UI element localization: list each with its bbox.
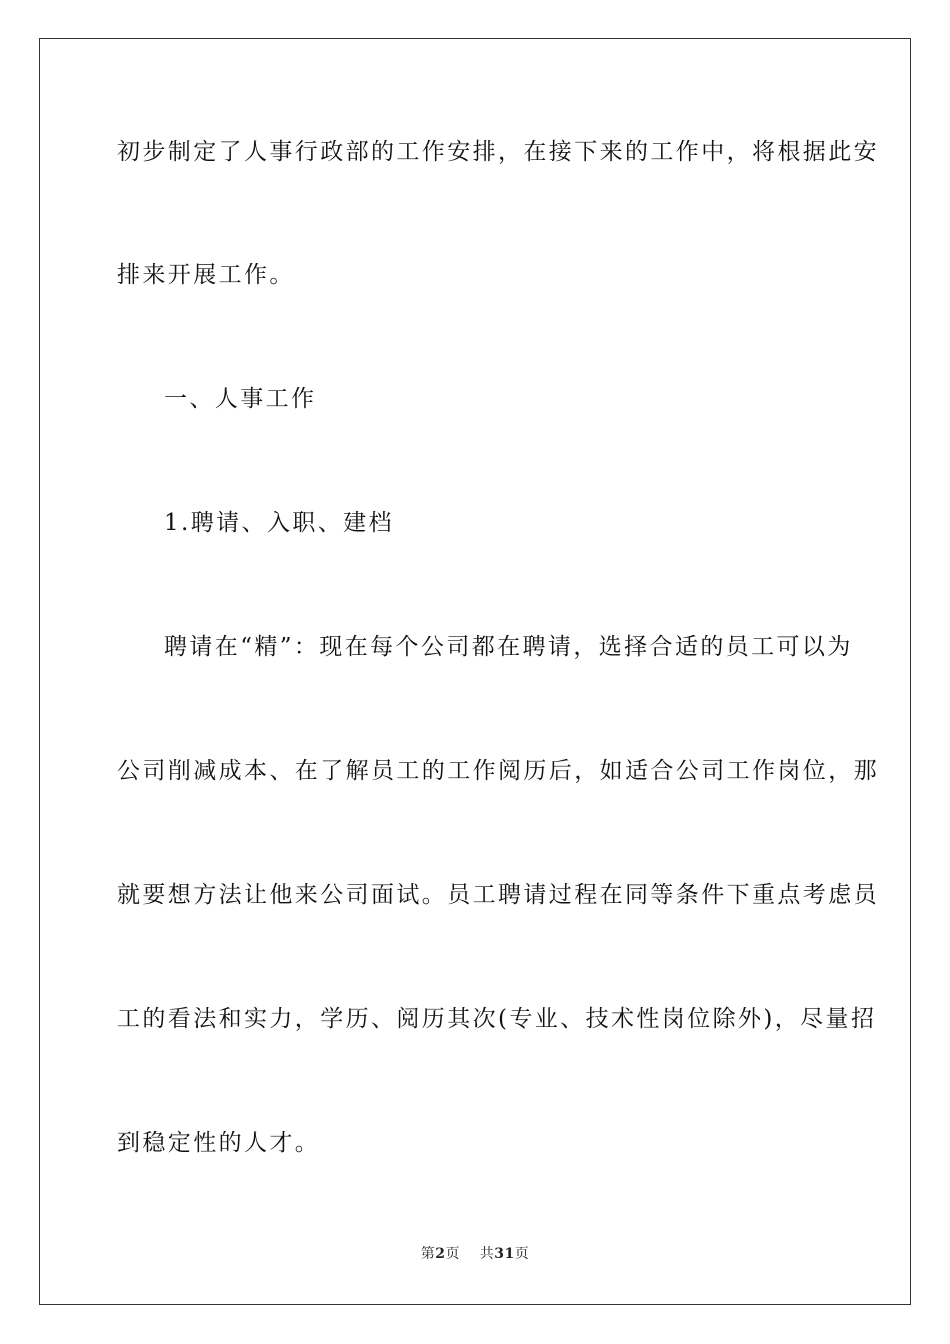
page-number: 2	[435, 1246, 446, 1262]
body-text-line: 就要想方法让他来公司面试。员工聘请过程在同等条件下重点考虑员	[117, 882, 879, 908]
body-text-line: 公司削减成本、在了解员工的工作阅历后，如适合公司工作岗位，那	[117, 758, 879, 784]
body-text-line: 工的看法和实力，学历、阅历其次(专业、技术性岗位除外)，尽量招	[117, 1006, 877, 1032]
subsection-heading: 1.聘请、入职、建档	[164, 510, 394, 536]
page-prefix: 第	[420, 1246, 436, 1262]
section-heading: 一、人事工作	[164, 386, 317, 412]
page-footer	[0, 1245, 950, 1263]
body-text-line: 聘请在“精”：现在每个公司都在聘请，选择合适的员工可以为	[164, 634, 853, 660]
page-frame	[39, 38, 911, 1305]
body-text-line: 到稳定性的人才。	[117, 1130, 321, 1156]
total-suffix: 页	[514, 1246, 530, 1262]
body-text-line: 初步制定了人事行政部的工作安排，在接下来的工作中，将根据此安	[117, 139, 879, 165]
total-pages: 31	[494, 1246, 515, 1262]
page-suffix: 页	[445, 1246, 460, 1262]
total-prefix: 共	[479, 1246, 495, 1262]
body-text-line: 排来开展工作。	[117, 262, 295, 288]
